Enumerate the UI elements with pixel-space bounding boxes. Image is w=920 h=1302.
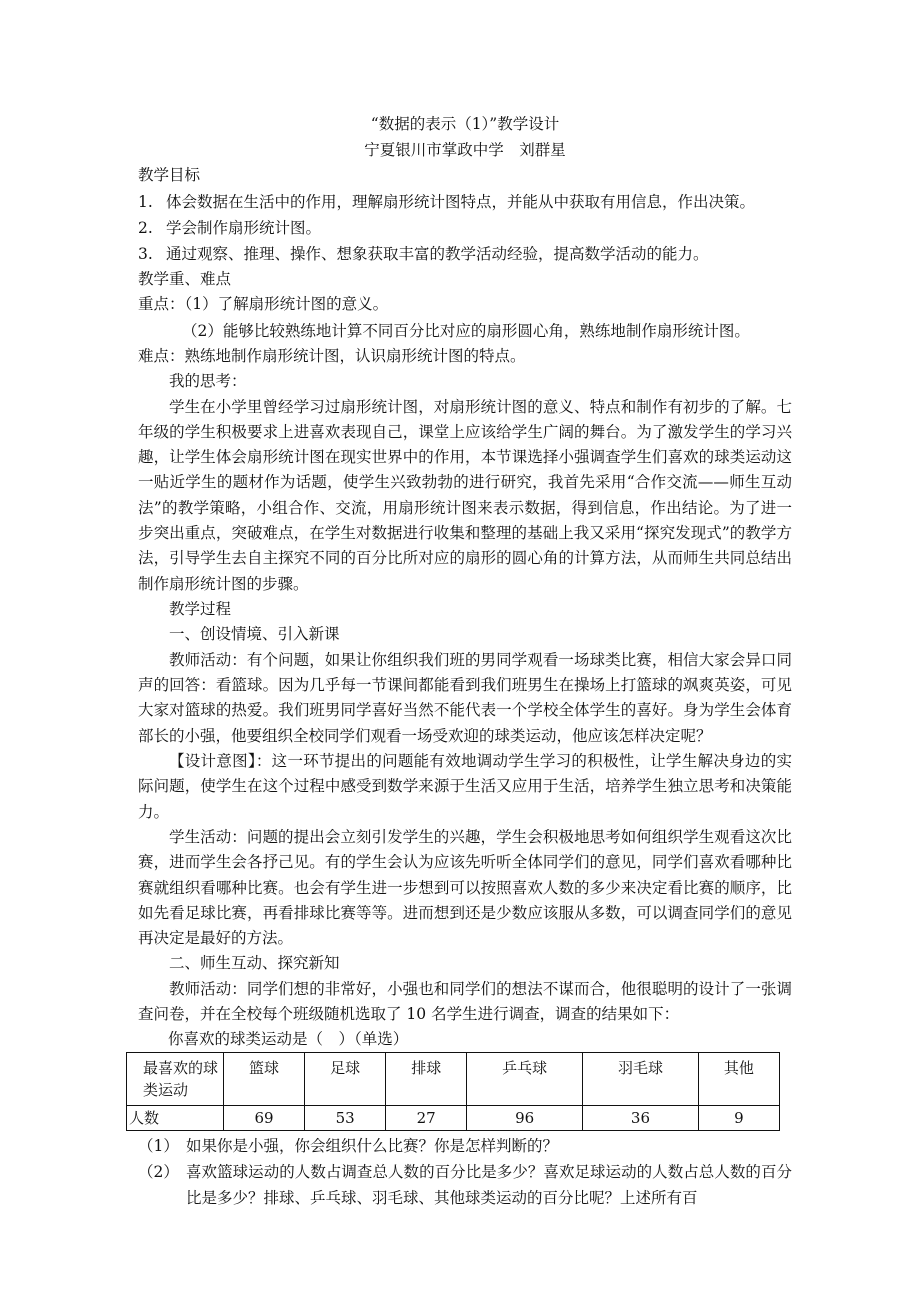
document-title: “数据的表示（1）”教学设计 xyxy=(370,115,560,133)
table-row-header: 人数 xyxy=(127,1105,224,1130)
key-point-1: 重点：（1）了解扇形统计图的意义。 xyxy=(138,295,389,313)
goal-text: 学会制作扇形统计图。 xyxy=(166,218,322,237)
table-header-cell: 乒乓球 xyxy=(467,1052,583,1105)
goal-text: 通过观察、推理、操作、想象获取丰富的教学活动经验，提高数学活动的能力。 xyxy=(166,244,709,263)
goal-item xyxy=(138,215,792,241)
table-cell: 27 xyxy=(386,1105,467,1130)
question-number: （2） xyxy=(138,1162,179,1181)
table-cell: 36 xyxy=(583,1105,699,1130)
document-author: 宁夏银川市掌政中学 刘群星 xyxy=(364,140,566,159)
section-heading-2: 二、师生互动、探究新知 xyxy=(169,954,340,973)
teacher-activity-1: 教师活动：有个问题，如果让你组织我们班的男同学观看一场球类比赛，相信大家会异口同声的回答：看篮球。因为几乎每一节课间都能看到我们班男生在操场上打篮球的飒爽英姿，可见大家对篮球的热爱。我们班男同学喜好当然不能代表一个学校全体学生的喜好。身为学生会体育部长的小强，他要组织全校同学们观看一场受欢迎的球类运动，他应该怎样决定呢？ xyxy=(138,650,792,745)
survey-table xyxy=(126,1052,780,1131)
table-header-cell: 足球 xyxy=(305,1052,386,1105)
table-header-cell: 羽毛球 xyxy=(583,1052,699,1105)
teacher-activity-2: 教师活动：同学们想的非常好，小强也和同学们的想法不谋而合，他很聪明的设计了一张调查问卷，并在全校每个班级随机选取了 10 名学生进行调查，调查的结果如下： xyxy=(138,979,792,1024)
goals-heading: 教学目标 xyxy=(138,166,201,184)
table-row-header: 最喜欢的球类运动 xyxy=(127,1052,224,1105)
question-text: 喜欢篮球运动的人数占调查总人数的百分比是多少？喜欢足球运动的人数占总人数的百分比是多少？排球、乒乓球、羽毛球、其他球类运动的百分比呢？上述所有百 xyxy=(186,1162,792,1207)
student-activity-1: 学生活动：问题的提出会立刻引发学生的兴趣，学生会积极地思考如何组织学生观看这次比赛，进而学生会各抒己见。有的学生会认为应该先听听全体同学们的意见，同学们喜欢看哪种比赛就组织看哪种比赛。也会有学生进一步想到可以按照喜欢人数的多少来决定看比赛的顺序，比如先看足球比赛，再看排球比赛等等。进而想到还是少数应该服从多数，可以调查同学们的意见再决定是最好的方法。 xyxy=(138,827,792,948)
survey-caption: 你喜欢的球类运动是（ ）（单选） xyxy=(168,1029,409,1048)
table-row xyxy=(127,1105,780,1130)
goal-number: 1. xyxy=(138,192,153,211)
section-heading-1: 一、创设情境、引入新课 xyxy=(169,625,340,644)
document-page xyxy=(129,112,792,1211)
process-heading: 教学过程 xyxy=(169,599,232,618)
table-row xyxy=(127,1052,780,1105)
table-cell: 69 xyxy=(224,1105,305,1130)
goal-item xyxy=(138,189,792,215)
thinking-paragraph: 学生在小学里曾经学习过扇形统计图，对扇形统计图的意义、特点和制作有初步的了解。七年级的学生积极要求上进喜欢表现自己，课堂上应该给学生广阔的舞台。为了激发学生的学习兴趣，让学生体会扇形统计图在现实世界中的作用，本节课选择小强调查学生们喜欢的球类运动这一贴近学生的题材作为话题，使学生兴致勃勃的进行研究，我首先采用“合作交流——师生互动法”的教学策略，小组合作、交流，用扇形统计图来表示数据，得到信息，作出结论。为了进一步突出重点，突破难点，在学生对数据进行收集和整理的基础上我又采用“探究发现式”的教学方法，引导学生去自主探究不同的百分比所对应的扇形的圆心角的计算方法，从而师生共同总结出制作扇形统计图的步骤。 xyxy=(138,397,792,593)
table-cell: 53 xyxy=(305,1105,386,1130)
table-header-cell: 排球 xyxy=(386,1052,467,1105)
key-point-2: （2）能够比较熟练地计算不同百分比对应的扇形圆心角，熟练地制作扇形统计图。 xyxy=(182,321,750,340)
difficulty-point: 难点：熟练地制作扇形统计图，认识扇形统计图的特点。 xyxy=(138,346,526,365)
key-heading: 教学重、难点 xyxy=(138,269,232,288)
goal-text: 体会数据在生活中的作用，理解扇形统计图特点，并能从中获取有用信息，作出决策。 xyxy=(166,192,756,211)
goal-item xyxy=(138,241,792,267)
question-number: （1） xyxy=(138,1136,179,1155)
thinking-heading: 我的思考： xyxy=(169,372,247,390)
table-header-cell: 其他 xyxy=(698,1052,779,1105)
question-text: 如果你是小强，你会组织什么比赛？你是怎样判断的？ xyxy=(186,1136,559,1155)
table-cell: 9 xyxy=(698,1105,779,1130)
table-header-cell: 篮球 xyxy=(224,1052,305,1105)
table-cell: 96 xyxy=(467,1105,583,1130)
goal-number: 2. xyxy=(138,218,153,237)
design-intent: 【设计意图】：这一环节提出的问题能有效地调动学生学习的积极性，让学生解决身边的实际问题，使学生在这个过程中感受到数学来源于生活又应用于生活，培养学生独立思考和决策能力。 xyxy=(138,752,792,821)
goal-number: 3. xyxy=(138,244,153,263)
question-2 xyxy=(138,1159,792,1211)
question-1 xyxy=(138,1133,792,1159)
